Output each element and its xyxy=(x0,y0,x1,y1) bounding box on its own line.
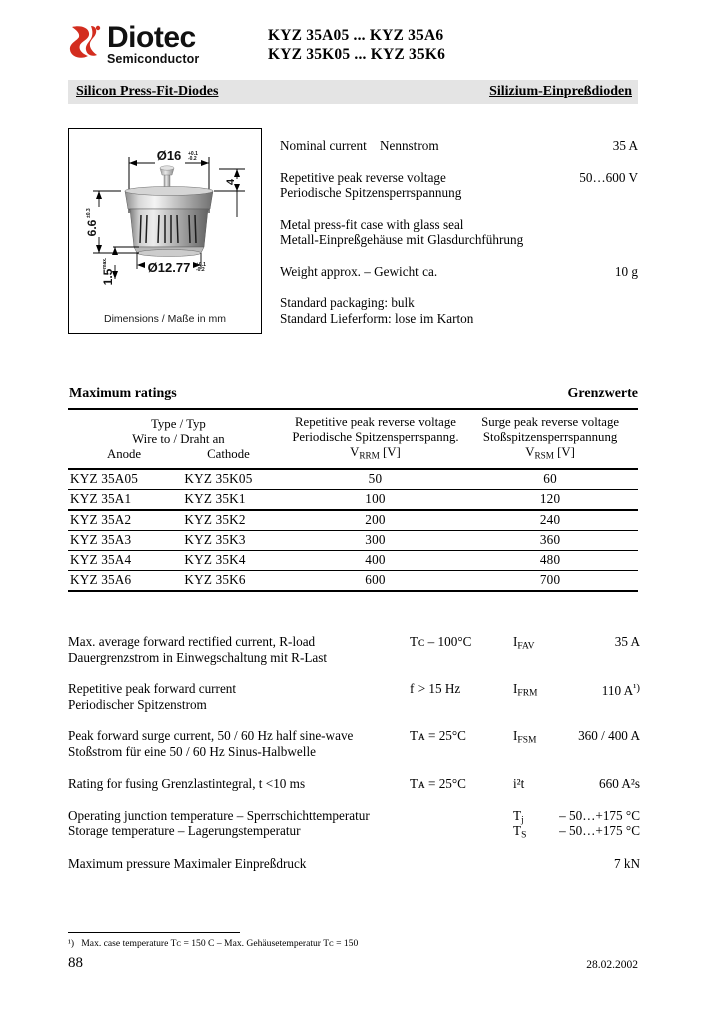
char-temperatures xyxy=(68,808,640,840)
spec-label-de: Standard Lieferform: lose im Karton xyxy=(280,310,474,326)
maximum-ratings-heading-en: Maximum ratings xyxy=(69,386,177,401)
char-desc-en: Maximum pressure Maximaler Einpreßdruck xyxy=(68,855,307,871)
footnote xyxy=(68,938,638,950)
table-row xyxy=(68,510,638,531)
cell-cathode: KYZ 35K3 xyxy=(174,530,288,550)
cell-anode: KYZ 35A05 xyxy=(68,469,174,490)
char-value: 7 kN xyxy=(613,855,640,871)
dim-diameter-16: Ø16 xyxy=(156,148,182,163)
char-maximum-pressure xyxy=(68,856,640,872)
char-desc-de: Periodischer Spitzenstrom xyxy=(68,696,207,712)
part-number-block xyxy=(268,26,445,64)
maximum-ratings-heading xyxy=(68,386,638,405)
spec-label-en: Weight approx. – Gewicht ca. xyxy=(280,263,438,279)
cell-vrsm: 480 xyxy=(462,550,638,570)
dim-height-6-6-tolerance: ±0.3 xyxy=(86,208,92,218)
svg-text:-0.2: -0.2 xyxy=(196,267,205,273)
char-desc-en: Operating junction temperature – Sperrschichttemperatur xyxy=(68,807,370,823)
dim-height-6-6: 6.6 xyxy=(85,219,99,237)
cell-cathode: KYZ 35K4 xyxy=(174,550,288,570)
char-avg-forward-current xyxy=(68,634,640,665)
char-condition: Tᴄ – 100°C xyxy=(410,634,472,649)
header-anode: Anode xyxy=(107,447,142,462)
header-type: Type / Typ Wire to / Draht an Anode Cathode xyxy=(68,409,289,469)
summary-spec-list xyxy=(280,138,638,339)
spec-label-en: Repetitive peak reverse voltage xyxy=(280,169,446,185)
footnote-reference: ¹) xyxy=(633,682,640,695)
drawing-caption: Dimensions / Maße in mm xyxy=(104,313,226,325)
dim-height-1-5: 1.5 xyxy=(101,268,115,286)
cell-anode: KYZ 35A2 xyxy=(68,510,174,531)
char-desc-en: Repetitive peak forward current xyxy=(68,681,237,697)
page-footer xyxy=(68,955,638,975)
char-value: 360 / 400 A xyxy=(578,728,640,744)
footnote-rule xyxy=(68,932,240,933)
package-dimension-drawing xyxy=(69,129,261,333)
section-title-bar xyxy=(68,80,638,104)
char-value-ts: – 50…+175 °C xyxy=(559,823,640,839)
char-desc-en: Rating for fusing Grenzlastintegral, t <10 ms xyxy=(68,775,306,791)
cell-vrrm: 300 xyxy=(289,530,462,550)
char-value: 660 A²s xyxy=(599,775,640,791)
cell-cathode: KYZ 35K05 xyxy=(174,469,288,490)
cell-vrrm: 50 xyxy=(289,469,462,490)
cell-vrrm: 600 xyxy=(289,570,462,591)
cell-vrsm: 700 xyxy=(462,570,638,591)
footnote-marker: ¹) xyxy=(68,938,75,949)
table-row xyxy=(68,530,638,550)
revision-date: 28.02.2002 xyxy=(586,959,638,971)
char-symbol: $I_{FSM}$ xyxy=(513,728,537,746)
cell-cathode: KYZ 35K6 xyxy=(174,570,288,591)
char-symbol-tj: $T_j$ xyxy=(513,807,524,825)
table-row xyxy=(68,550,638,570)
table-row xyxy=(68,469,638,490)
svg-text:-0.2: -0.2 xyxy=(188,156,197,162)
cell-anode: KYZ 35A1 xyxy=(68,489,174,510)
char-desc-en: Peak forward surge current, 50 / 60 Hz half sine-wave xyxy=(68,728,354,744)
char-value: 35 A xyxy=(614,634,640,649)
spec-case-construction xyxy=(280,217,638,248)
cell-vrrm: 200 xyxy=(289,510,462,531)
spec-repetitive-peak-reverse-voltage xyxy=(280,170,638,201)
char-symbol: $I_{FRM}$ xyxy=(513,681,538,699)
cell-vrsm: 240 xyxy=(462,510,638,531)
char-condition: f > 15 Hz xyxy=(410,681,461,697)
logo-name: Diotec xyxy=(107,21,196,54)
cell-vrrm: 400 xyxy=(289,550,462,570)
spec-label-de: Periodische Spitzensperrspannung xyxy=(280,185,462,200)
spec-label-en: Nominal current xyxy=(280,138,367,153)
spec-label-de: Metall-Einpreßgehäuse mit Glasdurchführung xyxy=(280,232,524,247)
cell-vrrm: 100 xyxy=(289,489,462,510)
header-vrrm: Repetitive peak reverse voltage Periodische Spitzensperrspanng. $V_{RRM}$ [V] xyxy=(289,409,462,469)
char-symbol-ts: $T_S$ xyxy=(513,823,527,841)
header-vrsm: Surge peak reverse voltage Stoßspitzensperrspannung $V_{RSM}$ [V] xyxy=(462,409,638,469)
page-number: 88 xyxy=(68,955,83,971)
spec-label-de: Nennstrom xyxy=(379,138,439,153)
cell-vrsm: 120 xyxy=(462,489,638,510)
char-value-tj: – 50…+175 °C xyxy=(559,807,640,823)
package-drawing-box xyxy=(68,128,262,334)
cell-cathode: KYZ 35K2 xyxy=(174,510,288,531)
char-condition: Tᴀ = 25°C xyxy=(410,775,466,791)
char-symbol: $I_{FAV}$ xyxy=(513,634,535,652)
cell-vrsm: 360 xyxy=(462,530,638,550)
page-header xyxy=(68,22,638,74)
header-cathode: Cathode xyxy=(207,447,250,462)
table-bottom-rule xyxy=(68,591,638,592)
char-desc-de: Stoßstrom für eine 50 / 60 Hz Sinus-Halbwelle xyxy=(68,743,316,759)
spec-nominal-current xyxy=(280,138,638,154)
char-peak-forward-surge-current xyxy=(68,728,640,759)
dim-diameter-12-77-tolerance: +0.1 xyxy=(196,262,206,268)
char-desc-de: Dauergrenzstrom in Einwegschaltung mit R-Last xyxy=(68,649,328,665)
spec-value: 10 g xyxy=(614,263,638,279)
table-row xyxy=(68,489,638,510)
title-english: Silicon Press-Fit-Diodes xyxy=(76,84,219,99)
dim-height-1-5-tolerance: max. xyxy=(102,257,108,269)
spec-weight xyxy=(280,264,638,280)
spec-label-en: Standard packaging: bulk xyxy=(280,295,415,310)
char-desc-en: Max. average forward rectified current, R-load xyxy=(68,634,316,649)
cell-cathode: KYZ 35K1 xyxy=(174,489,288,510)
characteristics-list xyxy=(68,634,640,886)
char-desc-de: Storage temperature – Lagerungstemperatur xyxy=(68,823,301,839)
maximum-ratings-table xyxy=(68,408,638,592)
dim-diameter-12-77: Ø12.77 xyxy=(147,260,191,275)
diotec-flame-logo-icon xyxy=(68,24,102,62)
table-header-row xyxy=(68,409,638,469)
cell-anode: KYZ 35A4 xyxy=(68,550,174,570)
char-value: 110 A$^{^1)}$ xyxy=(601,682,640,698)
dim-diameter-16-tolerance: +0.1 xyxy=(188,151,198,157)
cell-vrsm: 60 xyxy=(462,469,638,490)
spec-value: 50…600 V xyxy=(579,169,638,185)
spec-label-en: Metal press-fit case with glass seal xyxy=(280,216,464,232)
footnote-text: Max. case temperature Tᴄ = 150 C – Max. Gehäusetemperatur Tᴄ = 150 xyxy=(81,938,359,949)
dim-height-4: 4 xyxy=(225,178,237,185)
char-repetitive-peak-forward-current xyxy=(68,681,640,712)
diotec-logo xyxy=(68,22,199,66)
part-number-line-1: KYZ 35A05 ... KYZ 35A6 xyxy=(268,27,444,44)
cell-anode: KYZ 35A3 xyxy=(68,530,174,550)
logo-subtitle: Semiconductor xyxy=(107,52,200,66)
cell-anode: KYZ 35A6 xyxy=(68,570,174,591)
table-bottom-rule-row xyxy=(68,591,638,592)
spec-value: 35 A xyxy=(612,138,638,153)
char-condition: Tᴀ = 25°C xyxy=(410,728,466,744)
char-symbol: i²t xyxy=(513,775,525,791)
maximum-ratings-heading-de: Grenzwerte xyxy=(567,386,638,401)
char-rating-for-fusing xyxy=(68,776,640,792)
spec-packaging xyxy=(280,295,638,326)
title-german: Silizium-Einpreßdioden xyxy=(489,84,632,99)
part-number-line-2: KYZ 35K05 ... KYZ 35K6 xyxy=(268,46,446,63)
table-row xyxy=(68,570,638,591)
